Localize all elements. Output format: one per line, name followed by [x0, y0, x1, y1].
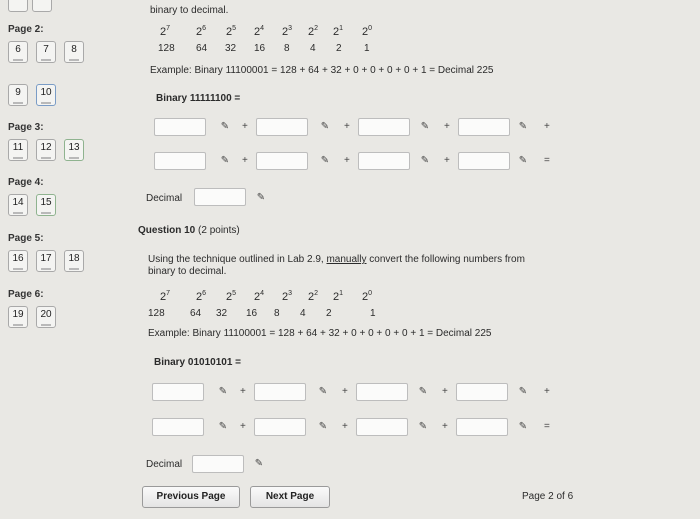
page-indicator: Page 2 of 6: [522, 491, 574, 502]
answer-input[interactable]: [254, 383, 306, 401]
equals-sign: =: [544, 155, 550, 166]
question-nav-button[interactable]: 7: [36, 41, 56, 63]
page-label: Page 6:: [8, 289, 44, 300]
decimal-answer-input[interactable]: [194, 188, 246, 206]
spell-check-icon[interactable]: ✎: [218, 386, 228, 397]
spell-check-icon[interactable]: ✎: [254, 458, 264, 469]
plus-sign: +: [342, 421, 348, 432]
answer-input[interactable]: [358, 118, 410, 136]
spell-check-icon[interactable]: ✎: [418, 421, 428, 432]
plus-sign: +: [240, 386, 246, 397]
place-values-row: 128 64 32 16 8 4 2 1: [158, 43, 370, 54]
spell-check-icon[interactable]: ✎: [518, 421, 528, 432]
plus-sign: +: [544, 386, 550, 397]
plus-sign: +: [344, 121, 350, 132]
answer-input[interactable]: [458, 118, 510, 136]
answer-input[interactable]: [256, 118, 308, 136]
spell-check-icon[interactable]: ✎: [418, 386, 428, 397]
question-nav-button[interactable]: 16: [8, 250, 28, 272]
powers-of-two-row: $2^7$ $2^6$ $2^5$ $2^4$ $2^3$ $2^2$ $2^1$ $2^0$: [160, 290, 373, 303]
plus-sign: +: [444, 121, 450, 132]
plus-sign: +: [342, 386, 348, 397]
answer-input[interactable]: [154, 152, 206, 170]
example-text: Example: Binary 11100001 = 128 + 64 + 32 + 0 + 0 + 0 + 0 + 1 = Decimal 225: [148, 328, 492, 339]
answer-input[interactable]: [154, 118, 206, 136]
question-nav-button[interactable]: 9: [8, 84, 28, 106]
plus-sign: +: [344, 155, 350, 166]
spell-check-icon[interactable]: ✎: [420, 121, 430, 132]
spell-check-icon[interactable]: ✎: [320, 155, 330, 166]
plus-sign: +: [544, 121, 550, 132]
question-nav-button[interactable]: 11: [8, 139, 28, 161]
page-label: Page 4:: [8, 177, 44, 188]
plus-sign: +: [442, 386, 448, 397]
quiz-content: [90, 0, 700, 519]
binary-prompt: Binary 11111100 =: [156, 93, 241, 104]
plus-sign: +: [242, 121, 248, 132]
question-nav-button[interactable]: 14: [8, 194, 28, 216]
question-navigation-sidebar: [0, 0, 90, 519]
question-nav-button[interactable]: 19: [8, 306, 28, 328]
question-instruction: binary to decimal.: [150, 5, 229, 16]
question-instruction: binary to decimal.: [148, 266, 227, 277]
previous-page-button[interactable]: Previous Page: [142, 486, 240, 508]
plus-sign: +: [442, 421, 448, 432]
equals-sign: =: [544, 421, 550, 432]
answer-input[interactable]: [152, 383, 204, 401]
example-text: Example: Binary 11100001 = 128 + 64 + 32 + 0 + 0 + 0 + 0 + 1 = Decimal 225: [150, 65, 494, 76]
spell-check-icon[interactable]: ✎: [320, 121, 330, 132]
question-nav-button[interactable]: [8, 0, 28, 12]
spell-check-icon[interactable]: ✎: [518, 155, 528, 166]
spell-check-icon[interactable]: ✎: [318, 386, 328, 397]
question-nav-button[interactable]: 10: [36, 84, 56, 106]
plus-sign: +: [242, 155, 248, 166]
answer-input[interactable]: [358, 152, 410, 170]
page-label: Page 2:: [8, 24, 44, 35]
plus-sign: +: [444, 155, 450, 166]
spell-check-icon[interactable]: ✎: [318, 421, 328, 432]
spell-check-icon[interactable]: ✎: [218, 421, 228, 432]
page-label: Page 3:: [8, 122, 44, 133]
decimal-label: Decimal: [146, 459, 183, 470]
question-instruction: Using the technique outlined in Lab 2.9, manually convert the following numbers from: [148, 254, 525, 265]
question-nav-button[interactable]: 13: [64, 139, 84, 161]
answer-input[interactable]: [256, 152, 308, 170]
binary-prompt: Binary 01010101 =: [154, 357, 242, 368]
decimal-label: Decimal: [146, 193, 183, 204]
spell-check-icon[interactable]: ✎: [220, 155, 230, 166]
place-values-row: 128 64 32 16 8 4 2 1: [148, 308, 376, 319]
answer-input[interactable]: [458, 152, 510, 170]
question-nav-button[interactable]: 12: [36, 139, 56, 161]
powers-of-two-row: $2^7$ $2^6$ $2^5$ $2^4$ $2^3$ $2^2$ $2^1$ $2^0$: [160, 25, 373, 38]
question-nav-button[interactable]: 18: [64, 250, 84, 272]
page-label: Page 5:: [8, 233, 44, 244]
next-page-button[interactable]: Next Page: [250, 486, 330, 508]
question-nav-button[interactable]: 17: [36, 250, 56, 272]
question-nav-button[interactable]: 6: [8, 41, 28, 63]
question-nav-button[interactable]: 15: [36, 194, 56, 216]
spell-check-icon[interactable]: ✎: [420, 155, 430, 166]
question-nav-button[interactable]: 20: [36, 306, 56, 328]
question-header: Question 10 (2 points): [138, 225, 240, 236]
answer-input[interactable]: [254, 418, 306, 436]
spell-check-icon[interactable]: ✎: [220, 121, 230, 132]
question-nav-button[interactable]: [32, 0, 52, 12]
spell-check-icon[interactable]: ✎: [518, 121, 528, 132]
decimal-answer-input[interactable]: [192, 455, 244, 473]
answer-input[interactable]: [356, 418, 408, 436]
spell-check-icon[interactable]: ✎: [518, 386, 528, 397]
plus-sign: +: [240, 421, 246, 432]
question-nav-button[interactable]: 8: [64, 41, 84, 63]
answer-input[interactable]: [152, 418, 204, 436]
emphasis-link: manually: [326, 254, 367, 265]
answer-input[interactable]: [456, 418, 508, 436]
answer-input[interactable]: [356, 383, 408, 401]
answer-input[interactable]: [456, 383, 508, 401]
spell-check-icon[interactable]: ✎: [256, 192, 266, 203]
